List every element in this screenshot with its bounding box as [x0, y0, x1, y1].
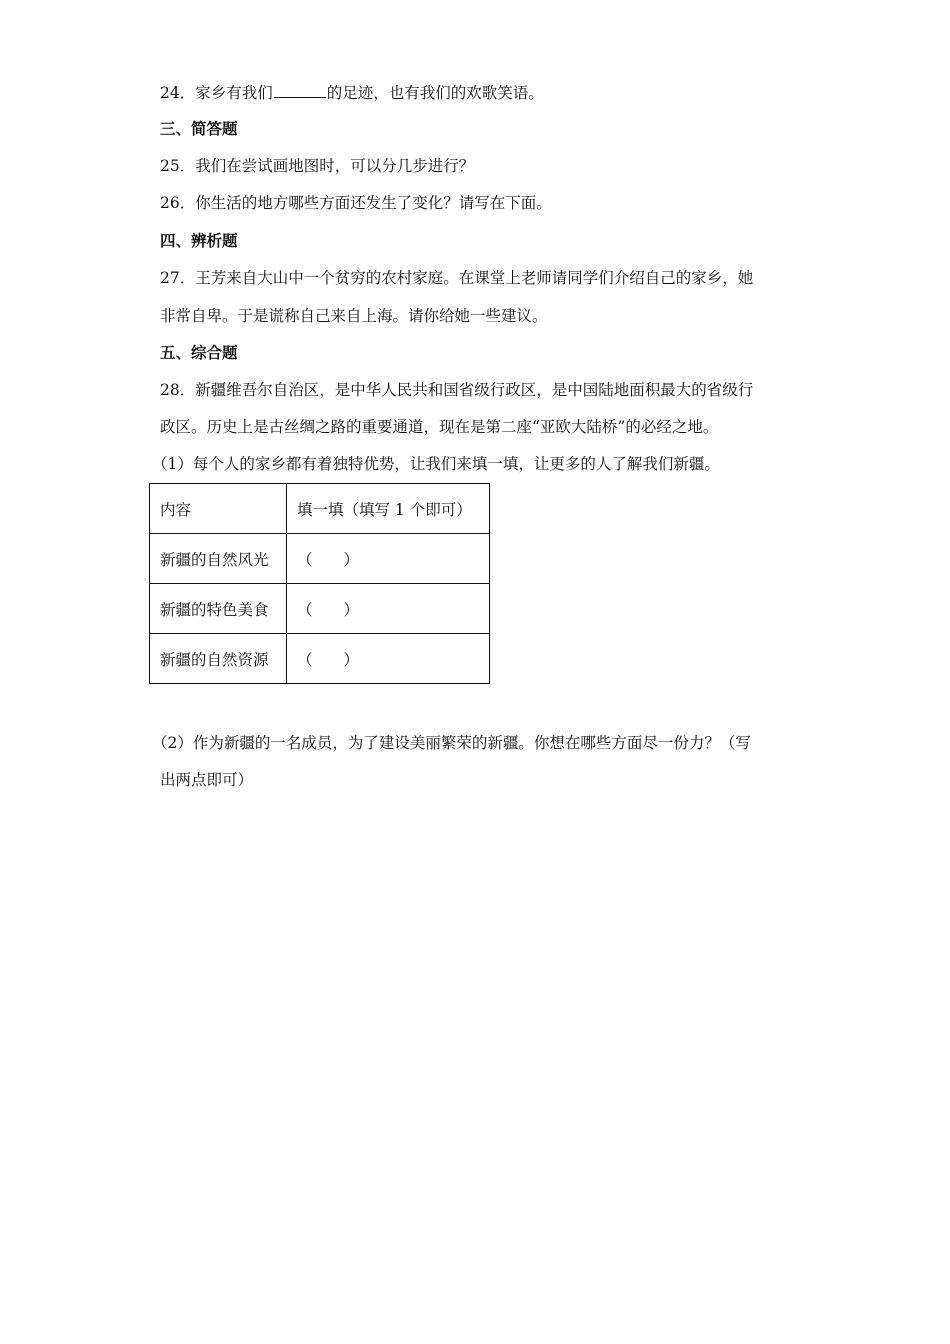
question-24-text-after: 的足迹，也有我们的欢歌笑语。	[326, 84, 544, 102]
table-answer-cell[interactable]: （ ）	[287, 634, 490, 684]
table-row-label: 新疆的特色美食	[150, 584, 287, 634]
section-heading-comprehensive: 五、综合题	[160, 343, 238, 362]
question-24	[160, 81, 544, 103]
table-header-cell: 内容	[150, 484, 287, 534]
question-28-part-1: （1）每个人的家乡都有着独特优势，让我们来填一填，让更多的人了解我们新疆。	[152, 455, 720, 473]
question-24-text-before: 24．家乡有我们	[160, 84, 273, 102]
section-heading-short-answer: 三、简答题	[160, 119, 238, 138]
table-row	[150, 634, 490, 684]
question-28-part-2-line-2: 出两点即可）	[160, 771, 254, 789]
table-row	[150, 584, 490, 634]
table-answer-cell[interactable]: （ ）	[287, 584, 490, 634]
question-28-part-2-line-1: （2）作为新疆的一名成员，为了建设美丽繁荣的新疆。你想在哪些方面尽一份力？（写	[152, 734, 751, 752]
table-row-label: 新疆的自然资源	[150, 634, 287, 684]
table-header-row	[150, 484, 490, 534]
fill-in-table	[149, 483, 490, 684]
question-27-line-2: 非常自卑。于是谎称自己来自上海。请你给她一些建议。	[160, 307, 548, 325]
question-25: 25．我们在尝试画地图时，可以分几步进行？	[160, 157, 475, 175]
answer-blank[interactable]	[274, 81, 326, 98]
section-heading-analysis: 四、辨析题	[160, 231, 238, 250]
table-row	[150, 534, 490, 584]
table-row-label: 新疆的自然风光	[150, 534, 287, 584]
question-28-line-1: 28．新疆维吾尔自治区，是中华人民共和国省级行政区，是中国陆地面积最大的省级行	[160, 381, 754, 399]
question-28-line-2: 政区。历史上是古丝绸之路的重要通道，现在是第二座“亚欧大陆桥”的必经之地。	[160, 418, 719, 436]
table-header-cell: 填一填（填写 1 个即可）	[287, 484, 490, 534]
question-27-line-1: 27．王芳来自大山中一个贫穷的农村家庭。在课堂上老师请同学们介绍自己的家乡，她	[160, 269, 754, 287]
question-26: 26．你生活的地方哪些方面还发生了变化？请写在下面。	[160, 194, 552, 212]
table-answer-cell[interactable]: （ ）	[287, 534, 490, 584]
